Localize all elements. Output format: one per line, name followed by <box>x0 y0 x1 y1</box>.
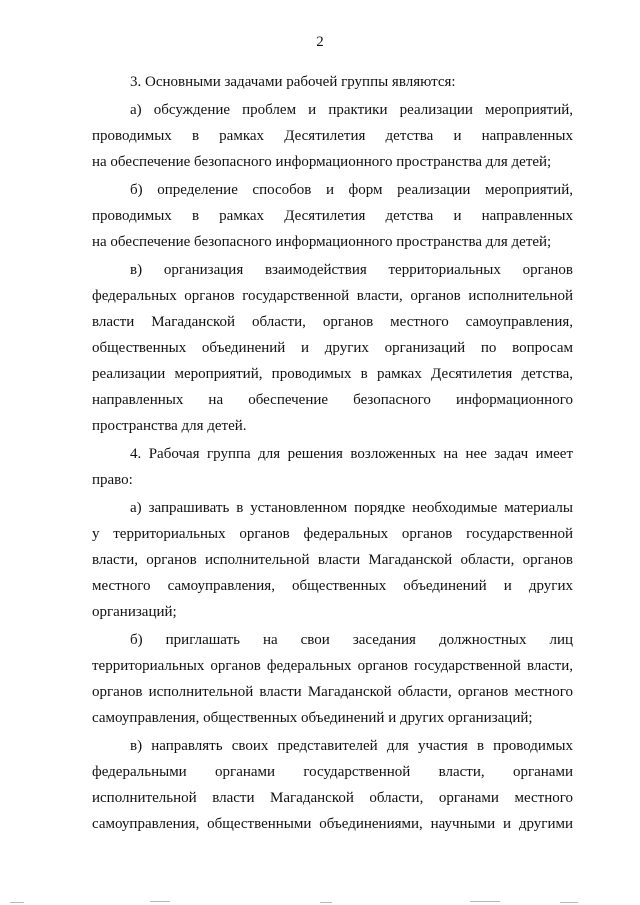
text-line: власти Магаданской области, органов местного самоуправления, <box>92 314 573 330</box>
text-line: направленных на обеспечение безопасного информационного <box>92 392 573 408</box>
text-line: на обеспечение безопасного информационного пространства для детей; <box>92 234 552 250</box>
text-line: организаций; <box>92 604 177 620</box>
text-line: реализации мероприятий, проводимых в рамках Десятилетия детства, <box>92 366 573 382</box>
text-line: территориальных органов федеральных органов государственной власти, <box>92 658 573 674</box>
document-body <box>92 69 573 837</box>
text-line: местного самоуправления, общественных объединений и других <box>92 578 573 594</box>
text-line: а) запрашивать в установленном порядке необходимые материалы <box>130 500 573 516</box>
text-line: б) определение способов и форм реализации мероприятий, <box>130 182 573 198</box>
paragraph <box>92 733 573 837</box>
paragraph <box>92 257 573 439</box>
text-line: федеральных органов государственной власти, органов исполнительной <box>92 288 573 304</box>
page-number: 2 <box>316 34 324 50</box>
text-line: пространства для детей. <box>92 418 247 434</box>
paragraph <box>92 627 573 731</box>
text-line: самоуправления, общественных объединений и других организаций; <box>92 710 533 726</box>
text-line: а) обсуждение проблем и практики реализации мероприятий, <box>130 102 573 118</box>
text-line: власти, органов исполнительной власти Магаданской области, органов <box>92 552 573 568</box>
scan-artifacts <box>0 893 640 905</box>
text-line: б) приглашать на свои заседания должностных лиц <box>130 632 573 648</box>
text-line: право: <box>92 472 133 488</box>
text-line: общественных объединений и других организаций по вопросам <box>92 340 573 356</box>
paragraph <box>92 495 573 625</box>
paragraph <box>92 69 573 95</box>
text-line: проводимых в рамках Десятилетия детства и направленных <box>92 208 573 224</box>
text-line: органов исполнительной власти Магаданской области, органов местного <box>92 684 573 700</box>
text-line: самоуправления, общественными объединениями, научными и другими <box>92 816 573 832</box>
text-line: у территориальных органов федеральных органов государственной <box>92 526 573 542</box>
text-line: федеральными органами государственной власти, органами <box>92 764 573 780</box>
paragraph <box>92 441 573 493</box>
text-line: проводимых в рамках Десятилетия детства и направленных <box>92 128 573 144</box>
text-line: на обеспечение безопасного информационного пространства для детей; <box>92 154 552 170</box>
text-line: в) организация взаимодействия территориальных органов <box>130 262 573 278</box>
paragraph <box>92 97 573 175</box>
text-line: исполнительной власти Магаданской области, органами местного <box>92 790 573 806</box>
text-line: 4. Рабочая группа для решения возложенных на нее задач имеет <box>130 446 573 462</box>
text-line: в) направлять своих представителей для участия в проводимых <box>130 738 573 754</box>
paragraph <box>92 177 573 255</box>
text-line: 3. Основными задачами рабочей группы являются: <box>130 74 456 90</box>
